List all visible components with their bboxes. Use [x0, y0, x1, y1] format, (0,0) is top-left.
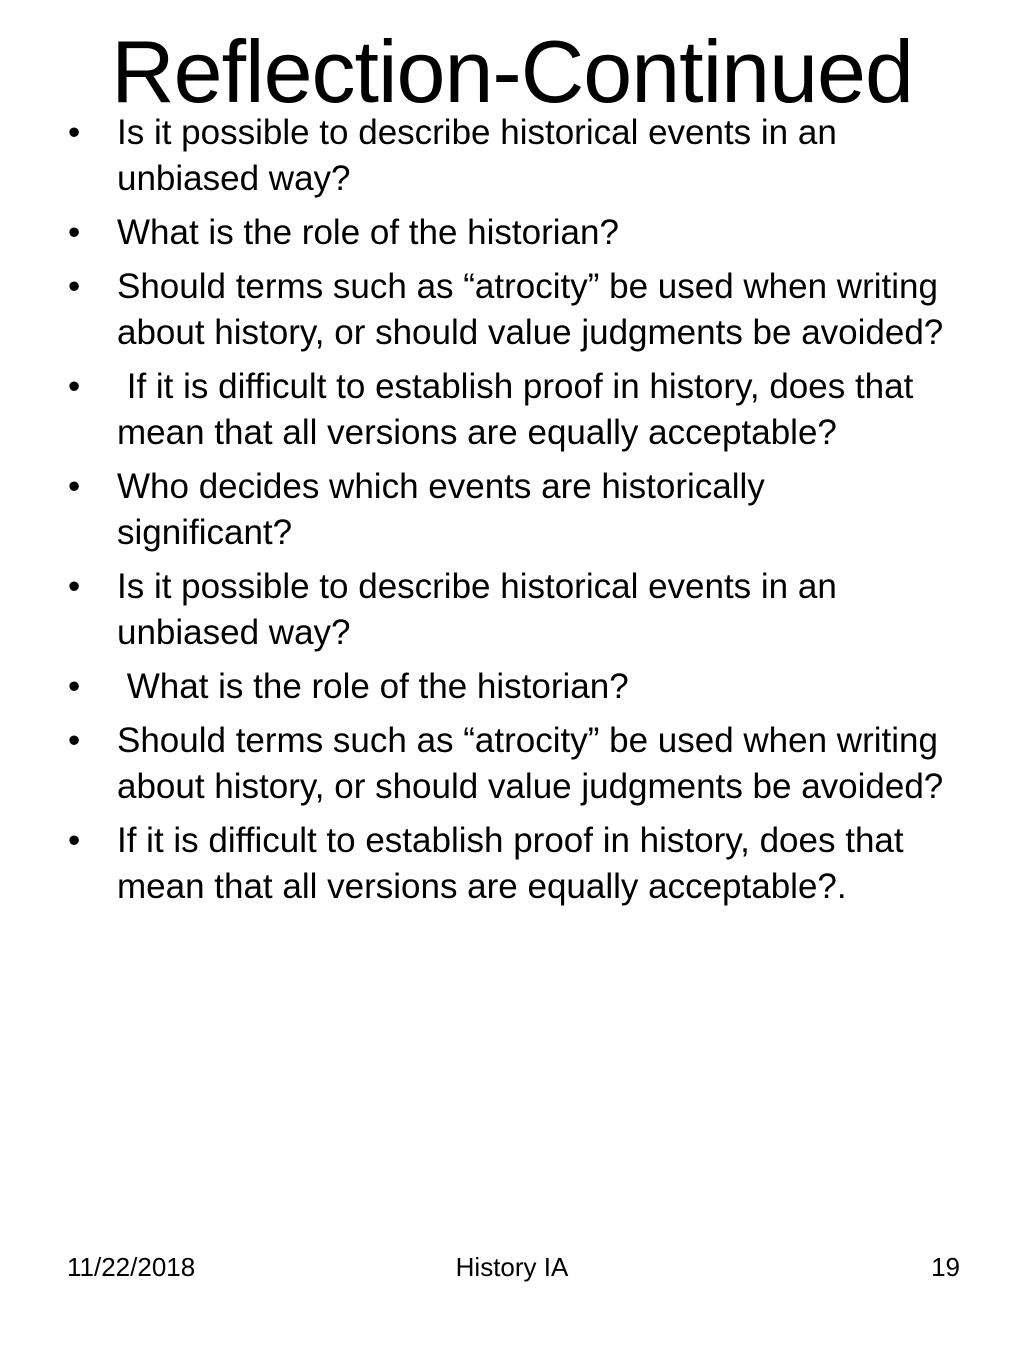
- bullet-text: What is the role of the historian?: [117, 213, 619, 252]
- bullet-icon: •: [68, 667, 81, 706]
- bullet-icon: •: [68, 213, 81, 252]
- list-item: [68, 818, 948, 910]
- bullet-icon: •: [68, 367, 81, 406]
- list-item: [68, 464, 948, 556]
- list-item: [68, 564, 948, 656]
- bullet-text: Should terms such as “atrocity” be used when writing about history, or should value judgments be avoided?: [117, 267, 948, 352]
- list-item: [68, 664, 948, 710]
- bullet-icon: •: [68, 821, 81, 860]
- bullet-icon: •: [68, 721, 81, 760]
- bullet-text: Is it possible to describe historical events in an unbiased way?: [117, 567, 847, 652]
- footer-title: History IA: [455, 1252, 569, 1282]
- bullet-text: Should terms such as “atrocity” be used when writing about history, or should value judgments be avoided?: [117, 721, 948, 806]
- footer-date: 11/22/2018: [67, 1252, 196, 1282]
- bullet-icon: •: [68, 467, 81, 506]
- bullet-text: What is the role of the historian?: [117, 667, 629, 706]
- bullet-text: If it is difficult to establish proof in history, does that mean that all versions are equally acceptable?.: [117, 821, 914, 906]
- list-item: [68, 210, 948, 256]
- slide-title: Reflection-Continued: [111, 22, 913, 121]
- bullet-list: [68, 110, 948, 918]
- list-item: [68, 110, 948, 202]
- bullet-icon: •: [68, 567, 81, 606]
- bullet-text: Is it possible to describe historical events in an unbiased way?: [117, 113, 847, 198]
- slide-number: 19: [931, 1252, 960, 1282]
- bullet-icon: •: [68, 113, 81, 152]
- bullet-text: If it is difficult to establish proof in history, does that mean that all versions are equally acceptable?: [117, 367, 924, 452]
- list-item: [68, 364, 948, 456]
- bullet-icon: •: [68, 267, 81, 306]
- bullet-text: Who decides which events are historically significant?: [117, 467, 775, 552]
- list-item: [68, 718, 948, 810]
- list-item: [68, 264, 948, 356]
